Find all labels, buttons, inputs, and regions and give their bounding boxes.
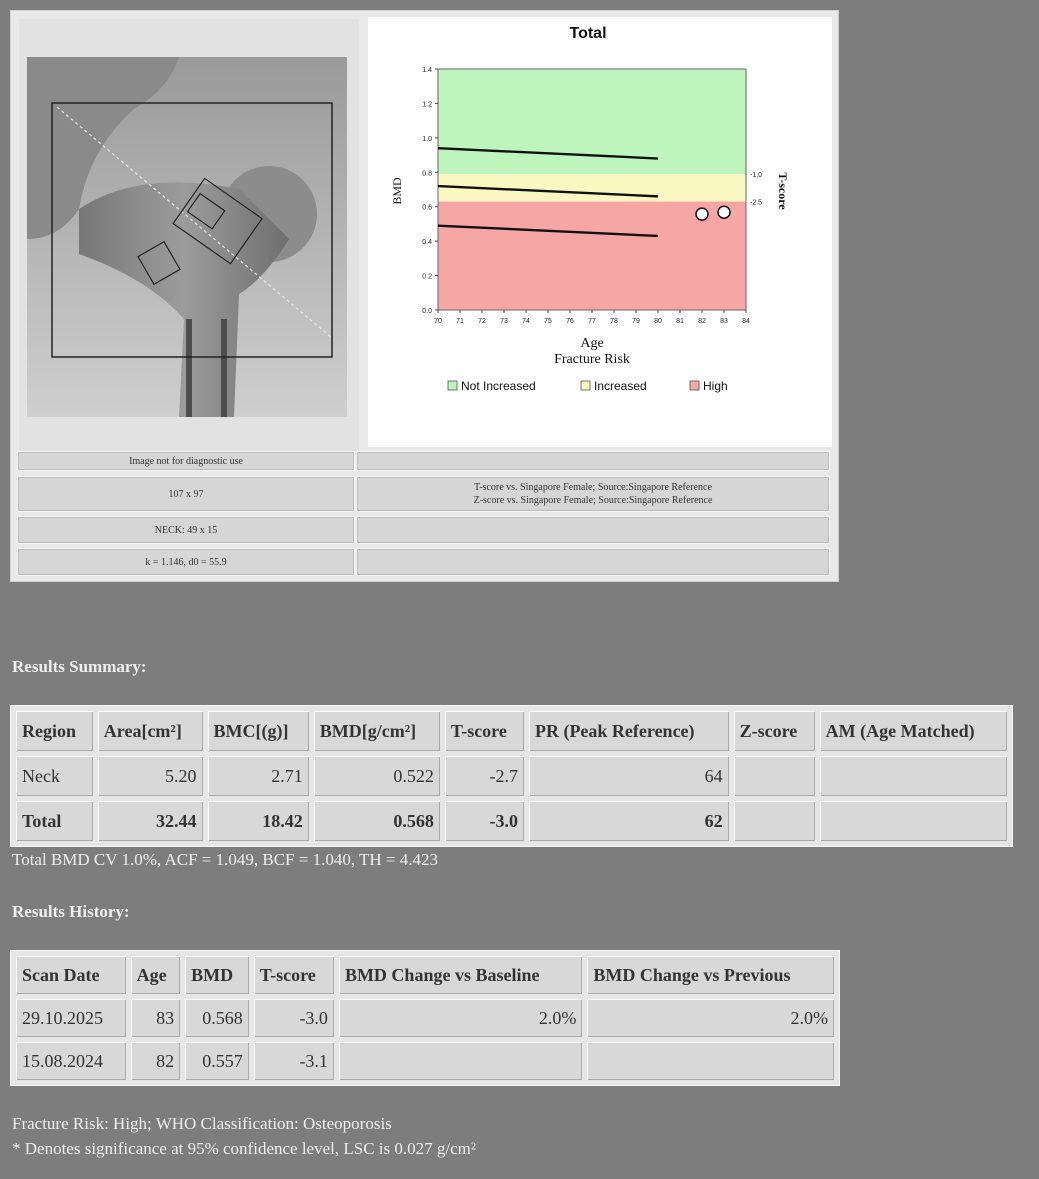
- image-size-text: 107 x 97: [168, 488, 204, 500]
- col-scan-date: Scan Date: [16, 956, 126, 994]
- cell-change-baseline: 2.0%: [339, 999, 582, 1037]
- x-tick-label: 73: [500, 318, 508, 325]
- x-tick-label: 78: [610, 318, 618, 325]
- image-size-cell: [17, 476, 355, 512]
- col-bmc: BMC[(g)]: [208, 711, 309, 751]
- cell-scan-date: 15.08.2024: [16, 1042, 126, 1080]
- cell-bmd: 0.568: [185, 999, 249, 1037]
- cell-bmd: 0.522: [314, 756, 440, 796]
- x-tick-label: 76: [566, 318, 574, 325]
- cell-zscore: [734, 801, 815, 841]
- neck-size-cell: [17, 516, 355, 544]
- x-tick-label: 75: [544, 318, 552, 325]
- legend-title: Fracture Risk: [554, 352, 630, 367]
- table-row: [16, 756, 1007, 796]
- bmd-chart: [368, 17, 832, 447]
- legend-swatch-2: [690, 381, 699, 390]
- summary-footnote: Total BMD CV 1.0%, ACF = 1.049, BCF = 1.040, TH = 4.423: [12, 850, 439, 869]
- x-tick-label: 71: [456, 318, 464, 325]
- neck-size-text: NECK: 49 x 15: [154, 524, 218, 536]
- history-header-row: [16, 956, 834, 994]
- tscore-reference-text: T-score vs. Singapore Female; Source:Singapore Reference: [474, 482, 712, 493]
- x-tick-label: 79: [632, 318, 640, 325]
- table-row: [16, 1042, 834, 1080]
- legend-label-2: High: [703, 379, 728, 393]
- hal-text: k = 1.146, d0 = 55.9: [145, 556, 227, 568]
- image-caption-text: Image not for diagnostic use: [129, 455, 243, 467]
- measurement-point-0: [696, 208, 708, 220]
- y2-tick-label: -1.0: [750, 172, 763, 180]
- col-age: Age: [131, 956, 181, 994]
- zscore-reference-text: Z-score vs. Singapore Female; Source:Singapore Reference: [473, 495, 713, 506]
- bmd-chart-svg: [368, 17, 832, 447]
- femur-scan-graphic: [19, 19, 359, 457]
- x-tick-label: 82: [698, 318, 706, 325]
- hal-cell: [17, 548, 355, 576]
- cell-tscore: -2.7: [445, 756, 524, 796]
- y-axis-label: BMD: [390, 177, 404, 205]
- x-tick-label: 83: [720, 318, 728, 325]
- cell-area: 32.44: [98, 801, 203, 841]
- significance-note: * Denotes significance at 95% confidence level, LSC is 0.027 g/cm²: [12, 1139, 476, 1158]
- cell-pr: 62: [529, 801, 729, 841]
- cell-bmd: 0.568: [314, 801, 440, 841]
- cell-change-previous: [587, 1042, 834, 1080]
- table-row: [16, 801, 1007, 841]
- cell-region: Total: [16, 801, 93, 841]
- col-area: Area[cm²]: [98, 711, 203, 751]
- cell-age: 82: [131, 1042, 181, 1080]
- chart-title: Total: [569, 25, 607, 42]
- cell-region: Neck: [16, 756, 93, 796]
- empty-info-cell-2: [356, 516, 830, 544]
- legend-swatch-0: [448, 381, 457, 390]
- cell-tscore: -3.0: [254, 999, 334, 1037]
- x-axis-label: Age: [580, 336, 604, 351]
- col-region: Region: [16, 711, 93, 751]
- y-tick-label: 0.6: [422, 204, 432, 212]
- cell-tscore: -3.0: [445, 801, 524, 841]
- legend-label-1: Increased: [594, 379, 647, 393]
- y-tick-label: 0.4: [422, 239, 432, 247]
- cell-pr: 64: [529, 756, 729, 796]
- x-tick-label: 84: [742, 318, 750, 325]
- reference-cell: [356, 476, 830, 512]
- cell-area: 5.20: [98, 756, 203, 796]
- cell-tscore: -3.1: [254, 1042, 334, 1080]
- hip-scan-image: [19, 19, 359, 457]
- y2-axis-label: T-score: [776, 172, 790, 210]
- empty-info-cell-1: [356, 451, 830, 471]
- cell-bmc: 18.42: [208, 801, 309, 841]
- y-tick-label: 1.2: [422, 101, 432, 109]
- x-tick-label: 81: [676, 318, 684, 325]
- col-change-previous: BMD Change vs Previous: [587, 956, 834, 994]
- legend-label-0: Not Increased: [461, 379, 536, 393]
- image-caption: [17, 451, 355, 471]
- cell-zscore: [734, 756, 815, 796]
- results-summary-heading: Results Summary:: [12, 657, 147, 676]
- empty-info-cell-3: [356, 548, 830, 576]
- x-tick-label: 74: [522, 318, 530, 325]
- cell-age: 83: [131, 999, 181, 1037]
- report-panel: [10, 10, 839, 582]
- col-zscore: Z-score: [734, 711, 815, 751]
- cell-change-previous: 2.0%: [587, 999, 834, 1037]
- y-tick-label: 0.2: [422, 273, 432, 281]
- x-tick-label: 77: [588, 318, 596, 325]
- col-change-baseline: BMD Change vs Baseline: [339, 956, 582, 994]
- y-tick-label: 0.0: [422, 308, 432, 315]
- y-tick-label: 0.8: [422, 170, 432, 178]
- y-tick-label: 1.0: [422, 135, 432, 143]
- y-tick-label: 1.4: [422, 67, 432, 74]
- results-header-row: [16, 711, 1007, 751]
- legend-swatch-1: [581, 381, 590, 390]
- table-row: [16, 999, 834, 1037]
- col-bmd: BMD[g/cm²]: [314, 711, 440, 751]
- results-summary-table: [10, 705, 1013, 847]
- risk-band-0: [438, 69, 746, 174]
- cell-scan-date: 29.10.2025: [16, 999, 126, 1037]
- col-pr: PR (Peak Reference): [529, 711, 729, 751]
- cell-change-baseline: [339, 1042, 582, 1080]
- x-tick-label: 70: [434, 318, 442, 325]
- results-history-table: [10, 950, 840, 1086]
- cell-bmd: 0.557: [185, 1042, 249, 1080]
- col-bmd: BMD: [185, 956, 249, 994]
- cell-bmc: 2.71: [208, 756, 309, 796]
- classification-note: Fracture Risk: High; WHO Classification: Osteoporosis: [12, 1114, 392, 1133]
- cell-am: [820, 756, 1007, 796]
- x-tick-label: 80: [654, 318, 662, 325]
- measurement-point-1: [718, 206, 730, 218]
- col-tscore: T-score: [254, 956, 334, 994]
- y2-tick-label: -2.5: [750, 199, 763, 207]
- x-tick-label: 72: [478, 318, 486, 325]
- cell-am: [820, 801, 1007, 841]
- results-history-heading: Results History:: [12, 902, 130, 921]
- col-am: AM (Age Matched): [820, 711, 1007, 751]
- col-tscore: T-score: [445, 711, 524, 751]
